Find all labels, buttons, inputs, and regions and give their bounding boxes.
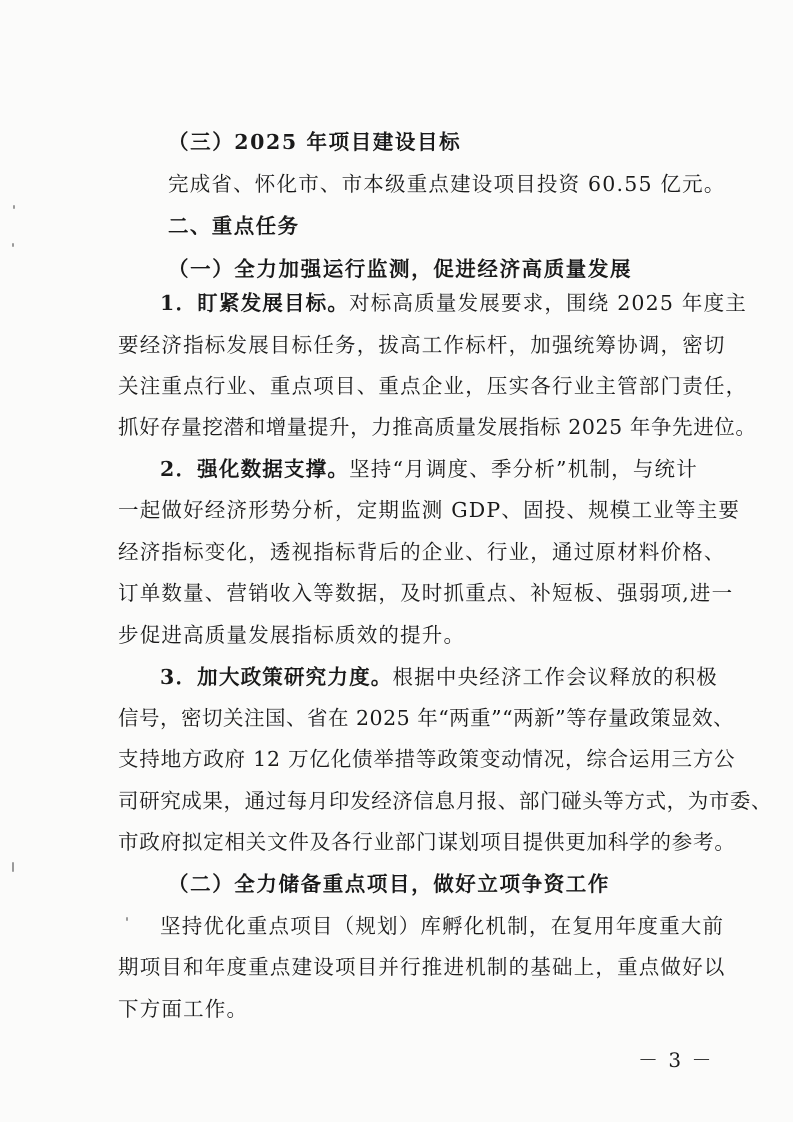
item-2-lead: 2．强化数据支撑。 (160, 457, 350, 481)
item-1-lead: 1．盯紧发展目标。 (160, 291, 350, 315)
section-3-text: 完成省、怀化市、市本级重点建设项目投资 60.55 亿元。 (168, 172, 726, 196)
item-3-line: 市政府拟定相关文件及各行业部门谋划项目提供更加科学的参考。 (118, 830, 736, 854)
item-1-line: 要经济指标发展目标任务，拔高工作标杆，加强统筹协调，密切 (118, 333, 726, 357)
sub-2-heading: （二）全力储备重点项目，做好立项争资工作 (168, 872, 610, 896)
item-3-line: 支持地方政府 12 万亿化债举措等政策变动情况，综合运用三方公 (118, 747, 736, 771)
item-2-line: 坚持“月调度、季分析”机制，与统计 (349, 457, 698, 481)
item-1-first-line (160, 289, 747, 317)
item-1-line: 关注重点行业、重点项目、重点企业，压实各行业主管部门责任， (118, 374, 748, 398)
item-2-line: 经济指标变化，透视指标背后的企业、行业，通过原材料价格、 (118, 540, 726, 564)
item-3-line: 根据中央经济工作会议释放的积极 (392, 665, 718, 689)
item-2-line: 步促进高质量发展指标质效的提升。 (118, 623, 466, 647)
item-1-line: 抓好存量挖潜和增量提升，力推高质量发展指标 2025 年争先进位。 (118, 415, 757, 439)
scan-speck (12, 862, 14, 872)
item-3-line: 司研究成果，通过每月印发经济信息月报、部门碰头等方式，为市委、 (118, 789, 773, 813)
sub-2-line: 下方面工作。 (118, 997, 249, 1021)
item-2-first-line (160, 455, 698, 483)
section-3-heading: （三）2025 年项目建设目标 (168, 130, 462, 154)
item-3-first-line (160, 663, 718, 691)
scan-speck (13, 205, 15, 209)
sub-2-line: 坚持优化重点项目（规划）库孵化机制，在复用年度重大前 (160, 914, 725, 938)
item-2-line: 订单数量、营销收入等数据，及时抓重点、补短板、强弱项,进一 (118, 581, 734, 605)
part-2-heading: 二、重点任务 (168, 214, 300, 238)
sub-1-heading: （一）全力加强运行监测，促进经济高质量发展 (168, 257, 633, 281)
item-2-line: 一起做好经济形势分析，定期监测 GDP、固投、规模工业等主要 (118, 498, 741, 522)
scan-speck (12, 243, 14, 247)
item-1-line: 对标高质量发展要求，围绕 2025 年度主 (349, 291, 747, 315)
item-3-line: 信号，密切关注国、省在 2025 年“两重”“两新”等存量政策显效、 (118, 706, 735, 730)
page-number: － 3 － (638, 1048, 714, 1072)
sub-2-line: 期项目和年度重点建设项目并行推进机制的基础上，重点做好以 (118, 955, 726, 979)
scan-speck (126, 917, 128, 921)
item-3-lead: 3．加大政策研究力度。 (160, 665, 393, 689)
